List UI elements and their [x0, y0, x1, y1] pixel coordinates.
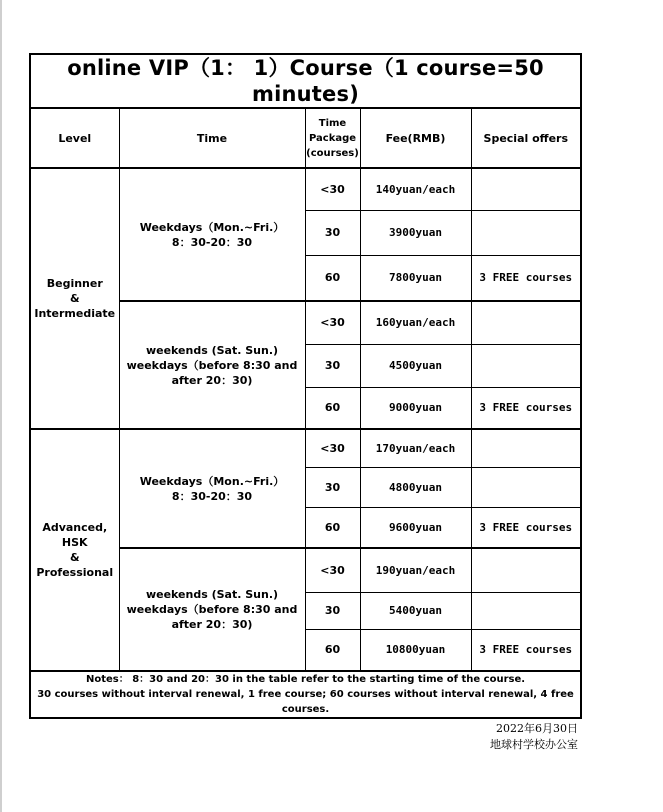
fee-cell: 7800yuan — [360, 255, 471, 301]
header-fee: Fee(RMB) — [360, 108, 471, 168]
table-notes — [30, 671, 581, 718]
time-line: weekends (Sat. Sun.) — [145, 588, 279, 601]
header-offers: Special offers — [471, 108, 581, 168]
level-line: Beginner — [46, 277, 103, 290]
fee-cell: 190yuan/each — [360, 548, 471, 592]
package-cell: 30 — [305, 344, 360, 387]
offer-cell — [471, 168, 581, 210]
time-line: Weekdays（Mon.~Fri.） — [139, 220, 285, 234]
package-cell: <30 — [305, 429, 360, 467]
fee-cell: 9000yuan — [360, 387, 471, 429]
time-line: after 20：30) — [171, 373, 253, 387]
fee-cell: 5400yuan — [360, 592, 471, 629]
package-cell: 60 — [305, 507, 360, 548]
package-cell: 60 — [305, 387, 360, 429]
time-weekdays — [119, 168, 305, 301]
fee-cell: 10800yuan — [360, 629, 471, 671]
package-cell: 30 — [305, 592, 360, 629]
price-document — [29, 53, 580, 753]
offer-cell — [471, 429, 581, 467]
header-package-label: Time Package (courses) — [306, 117, 359, 159]
fee-cell: 3900yuan — [360, 210, 471, 255]
note-line: Notes： 8：30 and 20：30 in the table refer to the starting time of the course. — [85, 674, 526, 685]
offer-cell — [471, 548, 581, 592]
level-line: & Professional — [36, 551, 114, 579]
package-cell: <30 — [305, 301, 360, 344]
package-cell: 30 — [305, 467, 360, 507]
table-title: online VIP（1： 1）Course（1 course=50 minutes) — [30, 54, 581, 108]
time-line: weekdays（before 8:30 and — [126, 358, 298, 372]
time-weekdays — [119, 429, 305, 548]
offer-cell: 3 FREE courses — [471, 507, 581, 548]
time-weekends — [119, 301, 305, 429]
offer-cell: 3 FREE courses — [471, 387, 581, 429]
header-time: Time — [119, 108, 305, 168]
header-package — [305, 108, 360, 168]
offer-cell — [471, 344, 581, 387]
level-line: Advanced, HSK — [42, 521, 108, 549]
package-cell: <30 — [305, 548, 360, 592]
time-line: 8：30-20：30 — [171, 235, 253, 249]
package-cell: 60 — [305, 255, 360, 301]
level-beginner — [30, 168, 119, 429]
offer-cell — [471, 301, 581, 344]
fee-cell: 140yuan/each — [360, 168, 471, 210]
fee-cell: 160yuan/each — [360, 301, 471, 344]
document-footer — [29, 721, 580, 753]
price-table — [29, 53, 582, 719]
level-advanced — [30, 429, 119, 671]
time-line: after 20：30) — [171, 618, 253, 631]
time-line: Weekdays（Mon.~Fri.） — [139, 474, 285, 488]
header-level: Level — [30, 108, 119, 168]
fee-cell: 4500yuan — [360, 344, 471, 387]
note-line: 30 courses without interval renewal, 1 free course; 60 courses without interval renewal, 4 free courses. — [37, 689, 574, 715]
offer-cell — [471, 592, 581, 629]
time-line: 8：30-20：30 — [171, 489, 253, 503]
fee-cell: 170yuan/each — [360, 429, 471, 467]
package-cell: 30 — [305, 210, 360, 255]
time-line: weekends (Sat. Sun.) — [145, 343, 279, 357]
page-edge — [0, 0, 2, 812]
offer-cell — [471, 467, 581, 507]
time-line: weekdays（before 8:30 and — [126, 603, 298, 616]
time-weekends — [119, 548, 305, 671]
offer-cell: 3 FREE courses — [471, 255, 581, 301]
level-line: & Intermediate — [34, 292, 116, 320]
fee-cell: 4800yuan — [360, 467, 471, 507]
fee-cell: 9600yuan — [360, 507, 471, 548]
issue-date: 2022年6月30日 — [496, 722, 578, 735]
offer-cell — [471, 210, 581, 255]
offer-cell: 3 FREE courses — [471, 629, 581, 671]
package-cell: 60 — [305, 629, 360, 671]
package-cell: <30 — [305, 168, 360, 210]
issuing-office: 地球村学校办公室 — [490, 738, 578, 751]
